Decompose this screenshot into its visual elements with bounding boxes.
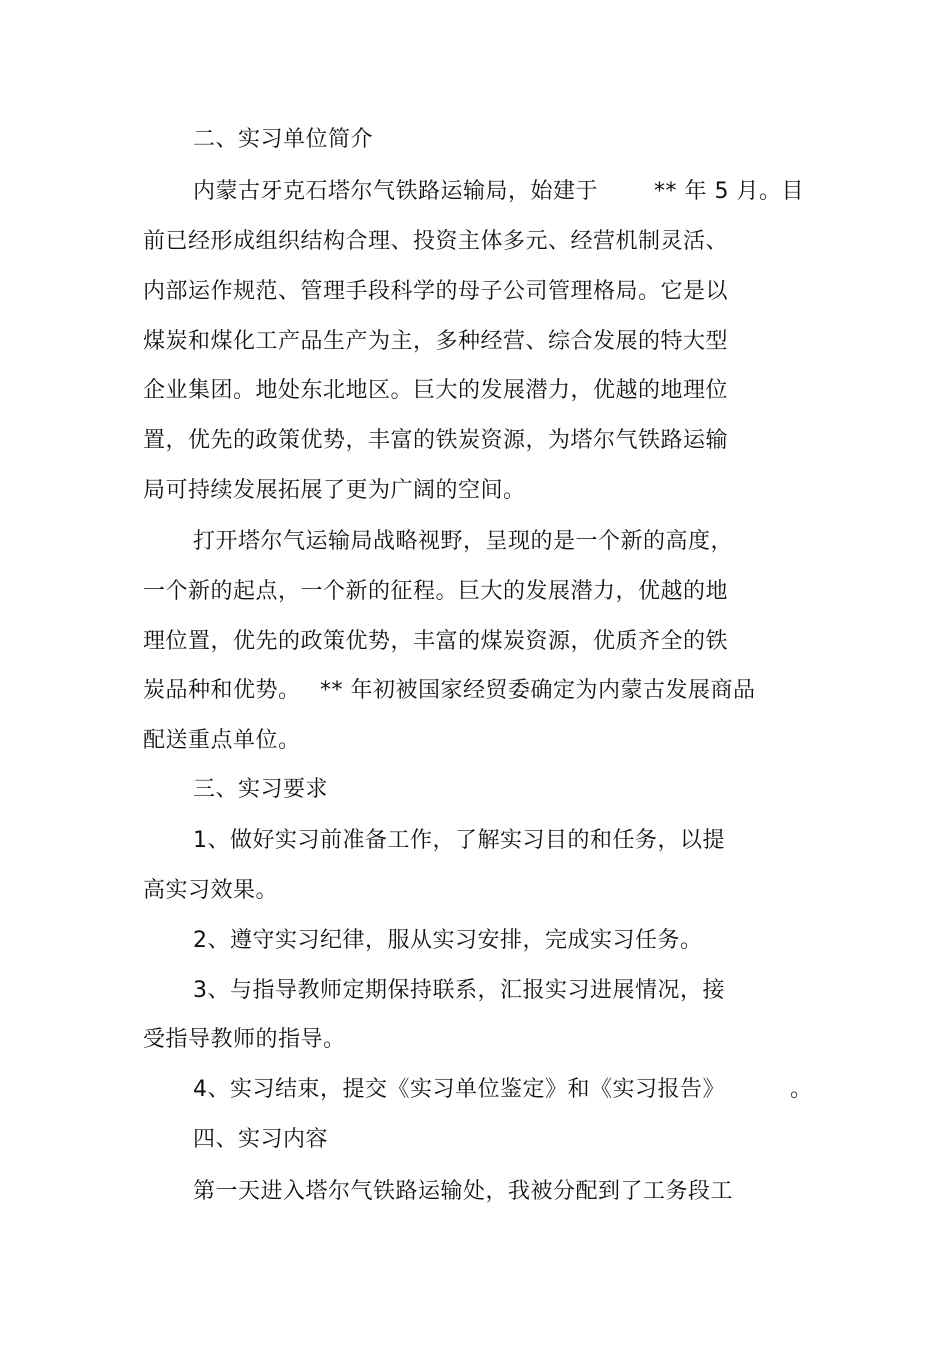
list-item-line: 1、做好实习前准备工作，了解实习目的和任务，以提 (193, 828, 725, 853)
paragraph-line: 配送重点单位。 (143, 728, 301, 753)
heading-content: 四、实习内容 (193, 1127, 329, 1152)
paragraph-line: 置，优先的政策优势，丰富的铁炭资源，为塔尔气铁路运输 (143, 428, 729, 453)
list-item-line-fragment: 。 (790, 1077, 813, 1102)
heading-requirements: 三、实习要求 (193, 777, 329, 802)
paragraph-line: 第一天进入塔尔气铁路运输处，我被分配到了工务段工 (193, 1179, 734, 1204)
paragraph-line-fragment: ** 年初被国家经贸委确定为内蒙古发展商品 (320, 678, 756, 703)
list-item-line: 受指导教师的指导。 (143, 1027, 346, 1052)
paragraph-line: 前已经形成组织结构合理、投资主体多元、经营机制灵活、 (143, 229, 729, 254)
paragraph-line: 打开塔尔气运输局战略视野，呈现的是一个新的高度， (193, 529, 734, 554)
paragraph-line: 一个新的起点，一个新的征程。巨大的发展潜力，优越的地 (143, 579, 729, 604)
list-item-line: 高实习效果。 (143, 878, 279, 903)
list-item-line: 3、与指导教师定期保持联系，汇报实习进展情况，接 (193, 978, 725, 1003)
paragraph-line: 内部运作规范、管理手段科学的母子公司管理格局。它是以 (143, 279, 729, 304)
list-item-line: 2、遵守实习纪律，服从实习安排，完成实习任务。 (193, 928, 703, 953)
list-item-line: 4、实习结束，提交《实习单位鉴定》和《实习报告》 (193, 1077, 725, 1102)
paragraph-line: 企业集团。地处东北地区。巨大的发展潜力，优越的地理位 (143, 378, 729, 403)
paragraph-line: 局可持续发展拓展了更为广阔的空间。 (143, 478, 526, 503)
paragraph-line-fragment: ** 年 5 月。目 (654, 179, 804, 204)
paragraph-line: 煤炭和煤化工产品生产为主，多种经营、综合发展的特大型 (143, 329, 729, 354)
paragraph-line: 内蒙古牙克石塔尔气铁路运输局，始建于 (193, 179, 599, 204)
paragraph-line: 炭品种和优势。 (143, 678, 301, 703)
paragraph-line: 理位置，优先的政策优势，丰富的煤炭资源，优质齐全的铁 (143, 629, 729, 654)
heading-unit-intro: 二、实习单位简介 (193, 127, 374, 152)
